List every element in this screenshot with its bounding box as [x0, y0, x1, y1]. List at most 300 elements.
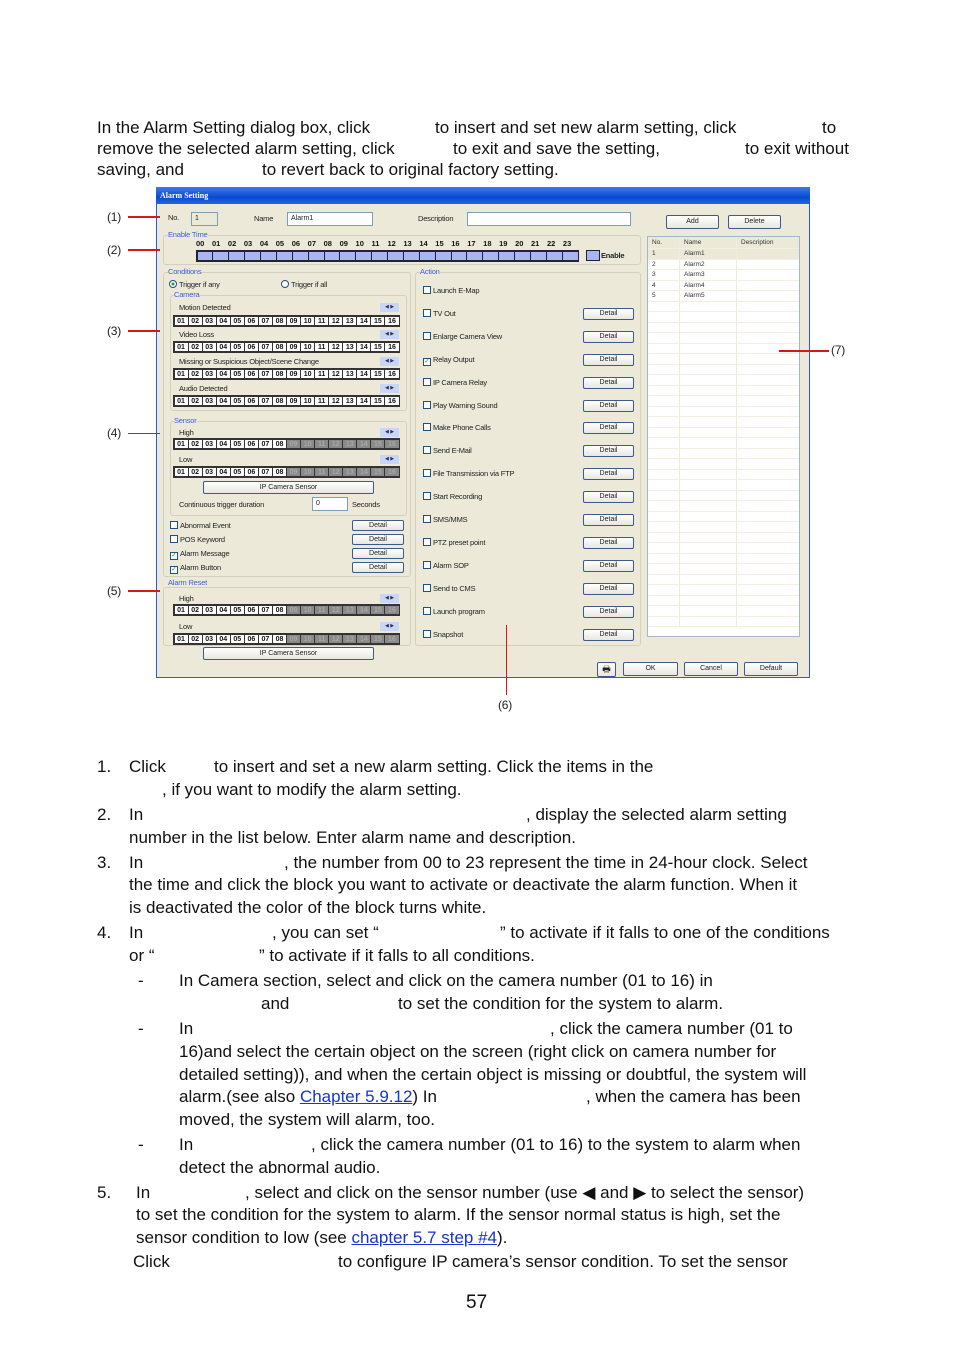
channel-cell[interactable]: 03 [203, 397, 216, 405]
checkbox-label: File Transmission via FTP [433, 469, 515, 479]
channel-cell[interactable]: 10 [301, 370, 314, 378]
list-row[interactable] [648, 396, 799, 407]
printer-icon[interactable]: 🖶 [597, 662, 616, 677]
callout-line [506, 625, 507, 695]
list-cell-name: Alarm4 [680, 281, 737, 291]
detail-button[interactable]: Detail [583, 606, 634, 618]
hour-block[interactable] [467, 252, 482, 260]
channel-cell[interactable]: 04 [217, 343, 230, 351]
channel-cell[interactable]: 08 [273, 343, 286, 351]
list-row[interactable] [648, 354, 799, 365]
channel-cell[interactable]: 01 [175, 317, 188, 325]
add-button[interactable]: Add [666, 215, 719, 229]
hour-block[interactable] [372, 252, 387, 260]
list-row[interactable] [648, 291, 799, 302]
channel-cell[interactable]: 12 [329, 343, 342, 351]
channel-cell[interactable]: 06 [245, 317, 258, 325]
ip-camera-sensor-button[interactable]: IP Camera Sensor [203, 481, 374, 494]
channel-cell[interactable]: 04 [217, 468, 230, 476]
cancel-button[interactable]: Cancel [684, 662, 738, 676]
list-row[interactable] [648, 585, 799, 596]
channel-cell[interactable]: 02 [189, 317, 202, 325]
chapter-5-7-link[interactable]: chapter 5.7 step #4 [351, 1228, 497, 1247]
channel-cell[interactable]: 04 [217, 635, 230, 643]
list-row[interactable] [648, 543, 799, 554]
channel-cell[interactable]: 13 [343, 397, 356, 405]
reset-ip-camera-sensor-button[interactable]: IP Camera Sensor [203, 647, 374, 660]
action-checkbox[interactable] [423, 492, 482, 501]
channel-cell[interactable]: 13 [343, 317, 356, 325]
channel-cell[interactable]: 03 [203, 317, 216, 325]
channel-cell[interactable]: 14 [357, 606, 370, 614]
list-row[interactable] [648, 564, 799, 575]
list-cell-description [737, 249, 799, 259]
channel-cell[interactable]: 07 [259, 370, 272, 378]
channel-cell[interactable]: 03 [203, 343, 216, 351]
channel-cell[interactable]: 12 [329, 397, 342, 405]
trigger-any-label: Trigger if any [179, 280, 220, 289]
channel-cell[interactable]: 06 [245, 370, 258, 378]
detail-button[interactable]: Detail [583, 422, 634, 434]
hour-block[interactable] [198, 252, 213, 260]
checkbox-label: Send E-Mail [433, 446, 472, 456]
channel-cell[interactable]: 09 [287, 370, 300, 378]
hour-label: 05 [275, 239, 285, 248]
channel-cell[interactable]: 10 [301, 317, 314, 325]
channel-cell[interactable]: 16 [385, 468, 398, 476]
list-cell-description [737, 617, 799, 627]
step-text: , click the camera number (01 to [550, 1019, 793, 1038]
channel-cell[interactable]: 09 [287, 606, 300, 614]
channel-cell[interactable]: 03 [203, 468, 216, 476]
channel-cell[interactable]: 05 [231, 440, 244, 448]
step-text: Click [133, 1252, 170, 1271]
list-cell-description [737, 596, 799, 606]
detail-button[interactable]: Detail [583, 377, 634, 389]
channel-cell[interactable]: 14 [357, 343, 370, 351]
channel-cell[interactable]: 05 [231, 397, 244, 405]
hour-block[interactable] [340, 252, 355, 260]
action-checkbox[interactable] [423, 423, 491, 432]
channel-cell[interactable]: 16 [385, 440, 398, 448]
detail-button[interactable]: Detail [352, 562, 404, 573]
hour-block[interactable] [309, 252, 324, 260]
camera-nav-arrows-icon[interactable]: ◀ ▶ [380, 357, 399, 366]
checkbox-label: Start Recording [433, 492, 483, 502]
list-row[interactable] [648, 501, 799, 512]
hour-block[interactable] [420, 252, 435, 260]
channel-cell[interactable]: 06 [245, 343, 258, 351]
name-input[interactable]: Alarm1 [287, 212, 373, 226]
channel-cell[interactable]: 06 [245, 397, 258, 405]
condition-checkbox[interactable] [170, 521, 231, 530]
channel-cell[interactable]: 10 [301, 468, 314, 476]
list-row[interactable] [648, 249, 799, 260]
channel-cell[interactable]: 11 [315, 606, 328, 614]
action-checkbox[interactable] [423, 446, 472, 455]
hour-block[interactable] [277, 252, 292, 260]
camera-nav-arrows-icon[interactable]: ◀ ▶ [380, 455, 399, 464]
channel-cell[interactable]: 03 [203, 370, 216, 378]
camera-nav-arrows-icon[interactable]: ◀ ▶ [380, 384, 399, 393]
channel-cell[interactable]: 15 [371, 317, 384, 325]
channel-cell[interactable]: 03 [203, 440, 216, 448]
list-row[interactable] [648, 375, 799, 386]
channel-cell[interactable]: 13 [343, 635, 356, 643]
alarm-list[interactable] [647, 236, 800, 637]
list-row[interactable] [648, 470, 799, 481]
channel-cell[interactable]: 05 [231, 317, 244, 325]
list-row[interactable] [648, 260, 799, 271]
channel-cell[interactable]: 15 [371, 440, 384, 448]
channel-cell[interactable]: 07 [259, 635, 272, 643]
channel-cell[interactable]: 10 [301, 635, 314, 643]
list-cell-name [680, 438, 737, 448]
list-row[interactable] [648, 575, 799, 586]
channel-cell[interactable]: 16 [385, 635, 398, 643]
channel-cell[interactable]: 09 [287, 468, 300, 476]
hour-block[interactable] [499, 252, 514, 260]
channel-cell[interactable]: 09 [287, 343, 300, 351]
channel-cell[interactable]: 12 [329, 440, 342, 448]
channel-cell[interactable]: 02 [189, 468, 202, 476]
channel-cell[interactable]: 16 [385, 343, 398, 351]
list-cell-name [680, 333, 737, 343]
trigger-any-radio[interactable] [169, 280, 220, 289]
callout-1: (1) [107, 210, 122, 224]
detail-button[interactable]: Detail [583, 491, 634, 503]
hour-label: 17 [467, 239, 476, 248]
channel-cell[interactable]: 04 [217, 397, 230, 405]
hour-block[interactable] [229, 252, 244, 260]
channel-cell[interactable]: 13 [343, 370, 356, 378]
hour-block[interactable] [213, 252, 228, 260]
channel-cell[interactable]: 08 [273, 468, 286, 476]
action-checkbox[interactable] [423, 309, 456, 318]
camera-nav-arrows-icon[interactable]: ◀ ▶ [380, 303, 399, 312]
channel-cell[interactable]: 14 [357, 370, 370, 378]
list-cell-no [648, 533, 680, 543]
channel-cell[interactable]: 10 [301, 343, 314, 351]
list-cell-description [737, 585, 799, 595]
hour-block[interactable] [261, 252, 276, 260]
list-cell-description [737, 449, 799, 459]
list-row[interactable] [648, 302, 799, 313]
intro-text: to exit and save the setting, [453, 139, 660, 158]
channel-cell[interactable]: 05 [231, 606, 244, 614]
channel-cell[interactable]: 01 [175, 468, 188, 476]
hour-block[interactable] [325, 252, 340, 260]
list-row[interactable] [648, 312, 799, 323]
list-row[interactable] [648, 512, 799, 523]
delete-button[interactable]: Delete [728, 215, 781, 229]
hour-block[interactable] [515, 252, 530, 260]
hour-block[interactable] [531, 252, 546, 260]
hour-label: 03 [243, 239, 253, 248]
callout-7: (7) [831, 343, 846, 357]
checkbox-icon: ✓ [424, 357, 430, 365]
channel-cell[interactable]: 13 [343, 468, 356, 476]
detail-button[interactable]: Detail [352, 520, 404, 531]
action-checkbox[interactable] [423, 401, 498, 410]
list-row[interactable] [648, 480, 799, 491]
hour-block[interactable] [483, 252, 498, 260]
list-row[interactable] [648, 438, 799, 449]
channel-cell[interactable]: 15 [371, 606, 384, 614]
channel-cell[interactable]: 12 [329, 468, 342, 476]
camera-nav-arrows-icon[interactable]: ◀ ▶ [380, 594, 399, 603]
channel-cell[interactable]: 01 [175, 397, 188, 405]
row-label: Low [179, 455, 193, 464]
hour-block[interactable] [436, 252, 451, 260]
step-text: In [129, 805, 144, 824]
channel-cell[interactable]: 15 [371, 397, 384, 405]
channel-cell[interactable]: 11 [315, 370, 328, 378]
step-text: , display the selected alarm setting [526, 805, 787, 824]
channel-cell[interactable]: 14 [357, 635, 370, 643]
list-cell-description [737, 512, 799, 522]
list-cell-description [737, 491, 799, 501]
channel-cell[interactable]: 07 [259, 343, 272, 351]
channel-cell[interactable]: 16 [385, 397, 398, 405]
channel-cell[interactable]: 09 [287, 440, 300, 448]
channel-cell[interactable]: 08 [273, 440, 286, 448]
channel-cell[interactable]: 08 [273, 606, 286, 614]
channel-cell[interactable]: 10 [301, 440, 314, 448]
default-button[interactable]: Default [744, 662, 798, 676]
channel-cell[interactable]: 11 [315, 635, 328, 643]
list-cell-description [737, 606, 799, 616]
channel-cell[interactable]: 04 [217, 370, 230, 378]
channel-cell[interactable]: 12 [329, 370, 342, 378]
channel-cell[interactable]: 02 [189, 343, 202, 351]
list-cell-description [737, 470, 799, 480]
detail-button[interactable]: Detail [583, 468, 634, 480]
channel-cell[interactable]: 08 [273, 370, 286, 378]
channel-cell[interactable]: 02 [189, 606, 202, 614]
channel-cell[interactable]: 15 [371, 343, 384, 351]
detail-button[interactable]: Detail [583, 308, 634, 320]
detail-button[interactable]: Detail [583, 537, 634, 549]
list-row[interactable] [648, 533, 799, 544]
channel-cell[interactable]: 12 [329, 317, 342, 325]
list-row[interactable] [648, 407, 799, 418]
action-checkbox[interactable] [423, 469, 514, 478]
list-row[interactable] [648, 333, 799, 344]
channel-cell[interactable]: 06 [245, 635, 258, 643]
hour-block[interactable] [452, 252, 467, 260]
list-row[interactable] [648, 554, 799, 565]
list-row[interactable] [648, 323, 799, 334]
callout-line [128, 216, 160, 218]
detail-button[interactable]: Detail [583, 400, 634, 412]
camera-nav-arrows-icon[interactable]: ◀ ▶ [380, 428, 399, 437]
channel-cell[interactable]: 01 [175, 440, 188, 448]
channel-cell[interactable]: 08 [273, 635, 286, 643]
channel-cell[interactable]: 12 [329, 606, 342, 614]
list-row[interactable] [648, 449, 799, 460]
chapter-5-9-12-link[interactable]: Chapter 5.9.12 [299, 1087, 413, 1106]
action-checkbox[interactable] [423, 538, 485, 547]
channel-cell[interactable]: 06 [245, 606, 258, 614]
channel-cell[interactable]: 14 [357, 397, 370, 405]
detail-button[interactable]: Detail [583, 514, 634, 526]
channel-cell[interactable]: 07 [259, 397, 272, 405]
channel-cell[interactable]: 05 [231, 635, 244, 643]
hour-block[interactable] [547, 252, 562, 260]
checkbox-icon [423, 378, 431, 386]
channel-cell[interactable]: 04 [217, 606, 230, 614]
channel-cell[interactable]: 09 [287, 397, 300, 405]
channel-cell[interactable]: 07 [259, 606, 272, 614]
channel-cell[interactable]: 12 [329, 635, 342, 643]
continuous-trigger-input[interactable]: 0 [312, 497, 348, 511]
channel-cell[interactable]: 02 [189, 397, 202, 405]
detail-button[interactable]: Detail [583, 354, 634, 366]
list-cell-description [737, 323, 799, 333]
step-text [136, 1228, 507, 1248]
hour-block[interactable] [388, 252, 403, 260]
channel-cell[interactable]: 16 [385, 370, 398, 378]
camera-nav-arrows-icon[interactable]: ◀ ▶ [380, 622, 399, 631]
action-checkbox[interactable] [423, 378, 487, 387]
channel-cell[interactable]: 13 [343, 440, 356, 448]
list-cell-description [737, 396, 799, 406]
channel-cell[interactable]: 06 [245, 468, 258, 476]
channel-cell[interactable]: 11 [315, 317, 328, 325]
channel-cell[interactable]: 14 [357, 468, 370, 476]
channel-cell[interactable]: 11 [315, 468, 328, 476]
action-checkbox[interactable] [423, 515, 467, 524]
action-checkbox[interactable] [423, 630, 463, 639]
channel-cell[interactable]: 05 [231, 468, 244, 476]
trigger-all-radio[interactable] [281, 280, 327, 289]
list-row[interactable] [648, 344, 799, 355]
condition-checkbox[interactable] [170, 549, 230, 560]
detail-button[interactable]: Detail [352, 534, 404, 545]
channel-cell[interactable]: 10 [301, 606, 314, 614]
checkbox-label: Snapshot [433, 629, 464, 639]
list-row[interactable] [648, 459, 799, 470]
channel-cell[interactable]: 05 [231, 370, 244, 378]
list-cell-name [680, 606, 737, 616]
list-row[interactable] [648, 596, 799, 607]
list-row[interactable] [648, 428, 799, 439]
list-row[interactable] [648, 281, 799, 292]
list-row[interactable] [648, 606, 799, 617]
detail-button[interactable]: Detail [583, 560, 634, 572]
channel-cell[interactable]: 07 [259, 440, 272, 448]
list-row[interactable] [648, 617, 799, 628]
detail-button[interactable]: Detail [583, 445, 634, 457]
channel-cell[interactable]: 08 [273, 397, 286, 405]
channel-cell[interactable]: 01 [175, 635, 188, 643]
hour-label: 09 [339, 239, 348, 248]
channel-cell[interactable]: 16 [385, 317, 398, 325]
channel-cell[interactable]: 02 [189, 440, 202, 448]
list-cell-no: 1 [648, 249, 680, 259]
hour-block[interactable] [245, 252, 260, 260]
header-name[interactable]: Name [680, 237, 737, 248]
action-checkbox[interactable] [423, 584, 475, 593]
list-row[interactable] [648, 270, 799, 281]
channel-cell[interactable]: 15 [371, 468, 384, 476]
channel-cell[interactable]: 04 [217, 317, 230, 325]
channel-cell[interactable]: 01 [175, 343, 188, 351]
list-row[interactable] [648, 417, 799, 428]
camera-nav-arrows-icon[interactable]: ◀ ▶ [380, 330, 399, 339]
channel-cell[interactable]: 08 [273, 317, 286, 325]
channel-cell[interactable]: 15 [371, 635, 384, 643]
channel-cell[interactable]: 03 [203, 635, 216, 643]
channel-cell[interactable]: 06 [245, 440, 258, 448]
checkbox-icon [170, 521, 178, 529]
list-row[interactable] [648, 522, 799, 533]
channel-cell[interactable]: 10 [301, 397, 314, 405]
list-row[interactable] [648, 491, 799, 502]
channel-cell[interactable]: 09 [287, 317, 300, 325]
channel-cell[interactable]: 05 [231, 343, 244, 351]
hour-block[interactable] [563, 252, 578, 260]
hour-label: 12 [387, 239, 396, 248]
channel-cell[interactable]: 02 [189, 635, 202, 643]
channel-cell[interactable]: 03 [203, 606, 216, 614]
channel-cell[interactable]: 11 [315, 343, 328, 351]
channel-cell[interactable]: 13 [343, 606, 356, 614]
condition-checkbox[interactable] [170, 563, 221, 574]
channel-cell[interactable]: 15 [371, 370, 384, 378]
condition-checkbox[interactable] [170, 535, 225, 544]
channel-cell[interactable]: 11 [315, 440, 328, 448]
channel-cell[interactable]: 13 [343, 343, 356, 351]
hour-block[interactable] [293, 252, 308, 260]
action-checkbox[interactable] [423, 607, 485, 616]
detail-button[interactable]: Detail [583, 331, 634, 343]
list-cell-no [648, 396, 680, 406]
channel-cell[interactable]: 14 [357, 317, 370, 325]
channel-cell[interactable]: 07 [259, 468, 272, 476]
list-row[interactable] [648, 365, 799, 376]
channel-cell[interactable]: 04 [217, 440, 230, 448]
channel-cell[interactable]: 01 [175, 370, 188, 378]
hour-block[interactable] [404, 252, 419, 260]
description-input[interactable] [467, 212, 631, 226]
step-number: 2. [97, 805, 112, 824]
header-no[interactable]: No. [648, 237, 680, 248]
action-checkbox[interactable] [423, 286, 479, 295]
list-cell-no [648, 617, 680, 627]
hour-block[interactable] [356, 252, 371, 260]
hour-blocks[interactable] [196, 250, 579, 262]
channel-cell[interactable]: 09 [287, 635, 300, 643]
channel-cell[interactable]: 11 [315, 397, 328, 405]
channel-cell[interactable]: 14 [357, 440, 370, 448]
header-description[interactable]: Description [741, 239, 774, 246]
ok-button[interactable]: OK [623, 662, 678, 676]
action-checkbox[interactable] [423, 332, 502, 341]
list-row[interactable] [648, 386, 799, 397]
channel-cell[interactable]: 02 [189, 370, 202, 378]
detail-button[interactable]: Detail [583, 629, 634, 641]
detail-button[interactable]: Detail [583, 583, 634, 595]
channel-cell[interactable]: 07 [259, 317, 272, 325]
list-cell-no [648, 512, 680, 522]
action-checkbox[interactable] [423, 561, 469, 570]
channel-cell[interactable]: 01 [175, 606, 188, 614]
channel-cell[interactable]: 16 [385, 606, 398, 614]
action-checkbox[interactable] [423, 355, 474, 366]
detail-button[interactable]: Detail [352, 548, 404, 559]
